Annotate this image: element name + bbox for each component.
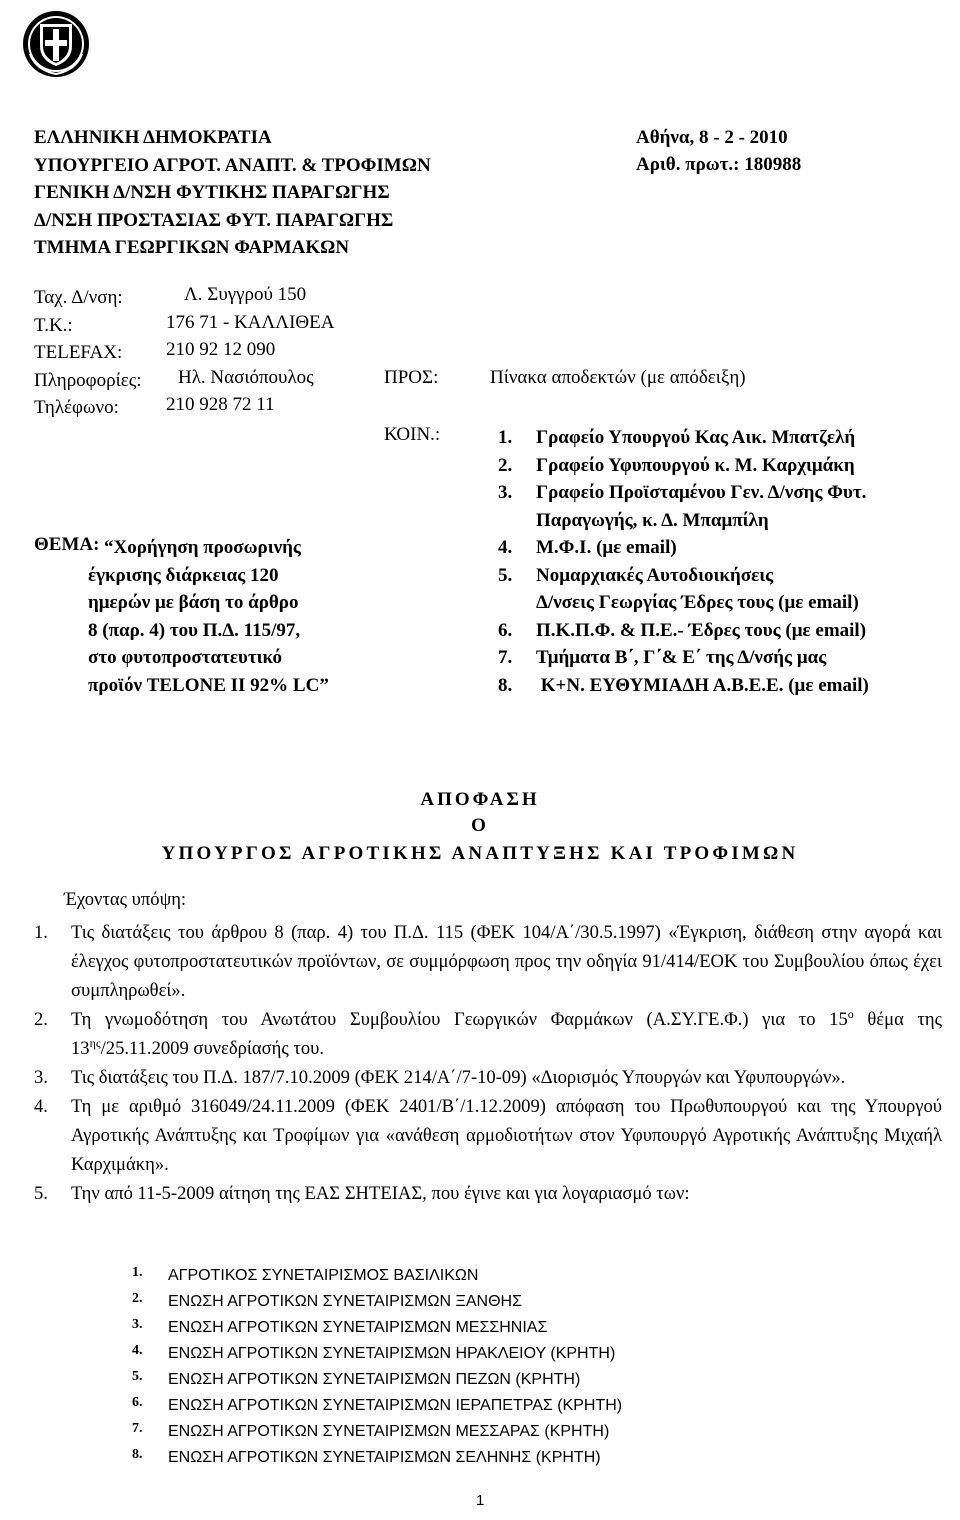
cooperative-item: 8. ΕΝΩΣΗ ΑΓΡΟΤΙΚΩΝ ΣΥΝΕΤΑΙΡΙΣΜΩΝ ΣΕΛΗΝΗΣ (ΚΡΗΤΗ) — [132, 1447, 601, 1466]
document-date: Αθήνα, 8 - 2 - 2010 — [636, 127, 788, 148]
cooperative-item: 1. ΑΓΡΟΤΙΚΟΣ ΣΥΝΕΤΑΙΡΙΣΜΟΣ ΒΑΣΙΛΙΚΩΝ — [132, 1265, 479, 1284]
protocol-number: Αριθ. πρωτ.: 180988 — [636, 154, 802, 175]
koin-label: ΚΟΙΝ.: — [384, 424, 441, 445]
subject-lines — [88, 562, 329, 700]
decision-article: Ο — [471, 815, 489, 836]
koin-list — [498, 424, 869, 699]
koin-item: Δ/νσεις Γεωργίας Έδρες τους (με email) — [536, 592, 859, 613]
to-label: ΠΡΟΣ: — [384, 366, 439, 388]
cooperative-item: 6. ΕΝΩΣΗ ΑΓΡΟΤΙΚΩΝ ΣΥΝΕΤΑΙΡΙΣΜΩΝ ΙΕΡΑΠΕΤΡΑΣ (ΚΡΗΤΗ) — [132, 1395, 623, 1414]
koin-item: 5. Νομαρχιακές Αυτοδιοικήσεις — [498, 564, 774, 586]
hellenic-republic-emblem-icon — [22, 10, 90, 78]
contact-label: TELEFAX: — [34, 342, 123, 363]
subject-line: προϊόν TELONE II 92% LC” — [88, 674, 329, 696]
contact-label: Τ.Κ.: — [34, 314, 73, 336]
subject-line: 8 (παρ. 4) του Π.Δ. 115/97, — [88, 619, 301, 641]
cooperatives-list — [132, 1263, 622, 1471]
koin-item: 4. Μ.Φ.Ι. (με email) — [498, 537, 677, 558]
header-line: ΤΜΗΜΑ ΓΕΩΡΓΙΚΩΝ ΦΑΡΜΑΚΩΝ — [34, 237, 350, 258]
consideration-item: 3. Τις διατάξεις του Π.Δ. 187/7.10.2009 (ΦΕΚ 214/Α΄/7-10-09) «Διορισμός Υπουργών και Υφυπουργών». — [34, 1067, 846, 1088]
decision-title: ΑΠΟΦΑΣΗ — [420, 789, 540, 810]
decision-minister: ΥΠΟΥΡΓΟΣ ΑΓΡΟΤΙΚΗΣ ΑΝΑΠΤΥΞΗΣ ΚΑΙ ΤΡΟΦΙΜΩΝ — [161, 843, 799, 864]
subject-line: “Χορήγηση προσωρινής — [104, 537, 301, 558]
cooperative-item: 3. ΕΝΩΣΗ ΑΓΡΟΤΙΚΩΝ ΣΥΝΕΤΑΙΡΙΣΜΩΝ ΜΕΣΣΗΝΙΑΣ — [132, 1317, 548, 1336]
consideration-item: 2. Τη γνωμοδότηση του Ανωτάτου Συμβουλίου Γεωργικών Φαρμάκων (Α.ΣΥ.ΓΕ.Φ.) για το $15^o$ θέμα της $13^{\eta\varsigma}/25.11.2009$ συνεδρίασής του. — [34, 1006, 942, 1059]
consideration-item: 5. Την από 11-5-2009 αίτηση της ΕΑΣ ΣΗΤΕΙΑΣ, που έγινε και για λογαριασμό των: — [34, 1183, 690, 1204]
contact-value: Λ. Συγγρού 150 — [184, 284, 307, 305]
koin-item: Παραγωγής, κ. Δ. Μπαμπίλη — [536, 509, 769, 531]
header-line: ΥΠΟΥΡΓΕΙΟ ΑΓΡΟΤ. ΑΝΑΠΤ. & ΤΡΟΦΙΜΩΝ — [34, 154, 431, 176]
to-value: Πίνακα αποδεκτών (με απόδειξη) — [490, 366, 746, 388]
cooperative-item: 4. ΕΝΩΣΗ ΑΓΡΟΤΙΚΩΝ ΣΥΝΕΤΑΙΡΙΣΜΩΝ ΗΡΑΚΛΕΙΟΥ (ΚΡΗΤΗ) — [132, 1343, 616, 1362]
contact-value: 210 928 72 11 — [166, 394, 275, 415]
contact-label: Ταχ. Δ/νση: — [34, 287, 123, 308]
contact-labels — [34, 284, 142, 422]
contact-label: Πληροφορίες: — [34, 369, 142, 391]
page-number: 1 — [476, 1492, 485, 1509]
subject-line: στο φυτοπροστατευτικό — [88, 647, 282, 668]
header-line: ΓΕΝΙΚΗ Δ/ΝΣΗ ΦΥΤΙΚΗΣ ΠΑΡΑΓΩΓΗΣ — [34, 182, 390, 203]
header-organisation — [34, 124, 431, 262]
subject-line: έγκρισης διάρκειας 120 — [88, 564, 279, 586]
koin-item: 6. Π.Κ.Π.Φ. & Π.Ε.- Έδρες τους (με email) — [498, 619, 867, 641]
koin-item: 2. Γραφείο Υφυπουργού κ. Μ. Καρχιμάκη — [498, 454, 855, 476]
cooperative-item: 5. ΕΝΩΣΗ ΑΓΡΟΤΙΚΩΝ ΣΥΝΕΤΑΙΡΙΣΜΩΝ ΠΕΖΩΝ (ΚΡΗΤΗ) — [132, 1369, 581, 1388]
subject-line: ημερών με βάση το άρθρο — [88, 592, 299, 613]
consideration-item: 1. Τις διατάξεις του άρθρου 8 (παρ. 4) του Π.Δ. 115 (ΦΕΚ 104/Α΄/30.5.1997) «Έγκριση, διάθεση στην αγορά και έλεγχος φυτοπροστατευτικών προϊόντων, σε συμμόρφωση προς την οδηγία 91/414/ΕΟΚ του Συμβουλίου όπως έχει συμπληρωθεί». — [34, 922, 942, 1001]
koin-item: 3. Γραφείο Προϊσταμένου Γεν. Δ/νσης Φυτ. — [498, 482, 867, 503]
considerations-list — [34, 918, 942, 1208]
cooperative-item: 7. ΕΝΩΣΗ ΑΓΡΟΤΙΚΩΝ ΣΥΝΕΤΑΙΡΙΣΜΩΝ ΜΕΣΣΑΡΑΣ (ΚΡΗΤΗ) — [132, 1421, 610, 1440]
contact-label: Τηλέφωνο: — [34, 397, 119, 418]
contact-value: Ηλ. Νασιόπουλος — [178, 366, 314, 388]
cooperative-item: 2. ΕΝΩΣΗ ΑΓΡΟΤΙΚΩΝ ΣΥΝΕΤΑΙΡΙΣΜΩΝ ΞΑΝΘΗΣ — [132, 1291, 522, 1310]
subject-label: ΘΕΜΑ: — [34, 534, 100, 555]
koin-item: 1. Γραφείο Υπουργού Κας Αικ. Μπατζελή — [498, 427, 856, 448]
koin-item: 7. Τμήματα Β΄, Γ΄& Ε΄ της Δ/νσής μας — [498, 647, 827, 668]
header-line: ΕΛΛΗΝΙΚΗ ΔΗΜΟΚΡΑΤΙΑ — [34, 127, 272, 148]
contact-value: 176 71 - ΚΑΛΛΙΘΕΑ — [166, 311, 335, 333]
koin-item: 8. Κ+Ν. ΕΥΘΥΜΙΑΔΗ Α.Β.Ε.Ε. (με email) — [498, 674, 869, 696]
consideration-item: 4. Τη με αριθμό 316049/24.11.2009 (ΦΕΚ 2401/Β΄/1.12.2009) απόφαση του Πρωθυπουργού και της Υπουργού Αγροτικής Ανάπτυξης και Τροφίμων για «ανάθεση αρμοδιοτήτων στον Υφυπουργό Αγροτικής Ανάπτυξης Μιχαήλ Καρχιμάκη». — [34, 1096, 942, 1175]
contact-value: 210 92 12 090 — [166, 339, 276, 360]
header-line: Δ/ΝΣΗ ΠΡΟΣΤΑΣΙΑΣ ΦΥΤ. ΠΑΡΑΓΩΓΗΣ — [34, 209, 394, 231]
considering-heading: Έχοντας υπόψη: — [64, 889, 187, 910]
